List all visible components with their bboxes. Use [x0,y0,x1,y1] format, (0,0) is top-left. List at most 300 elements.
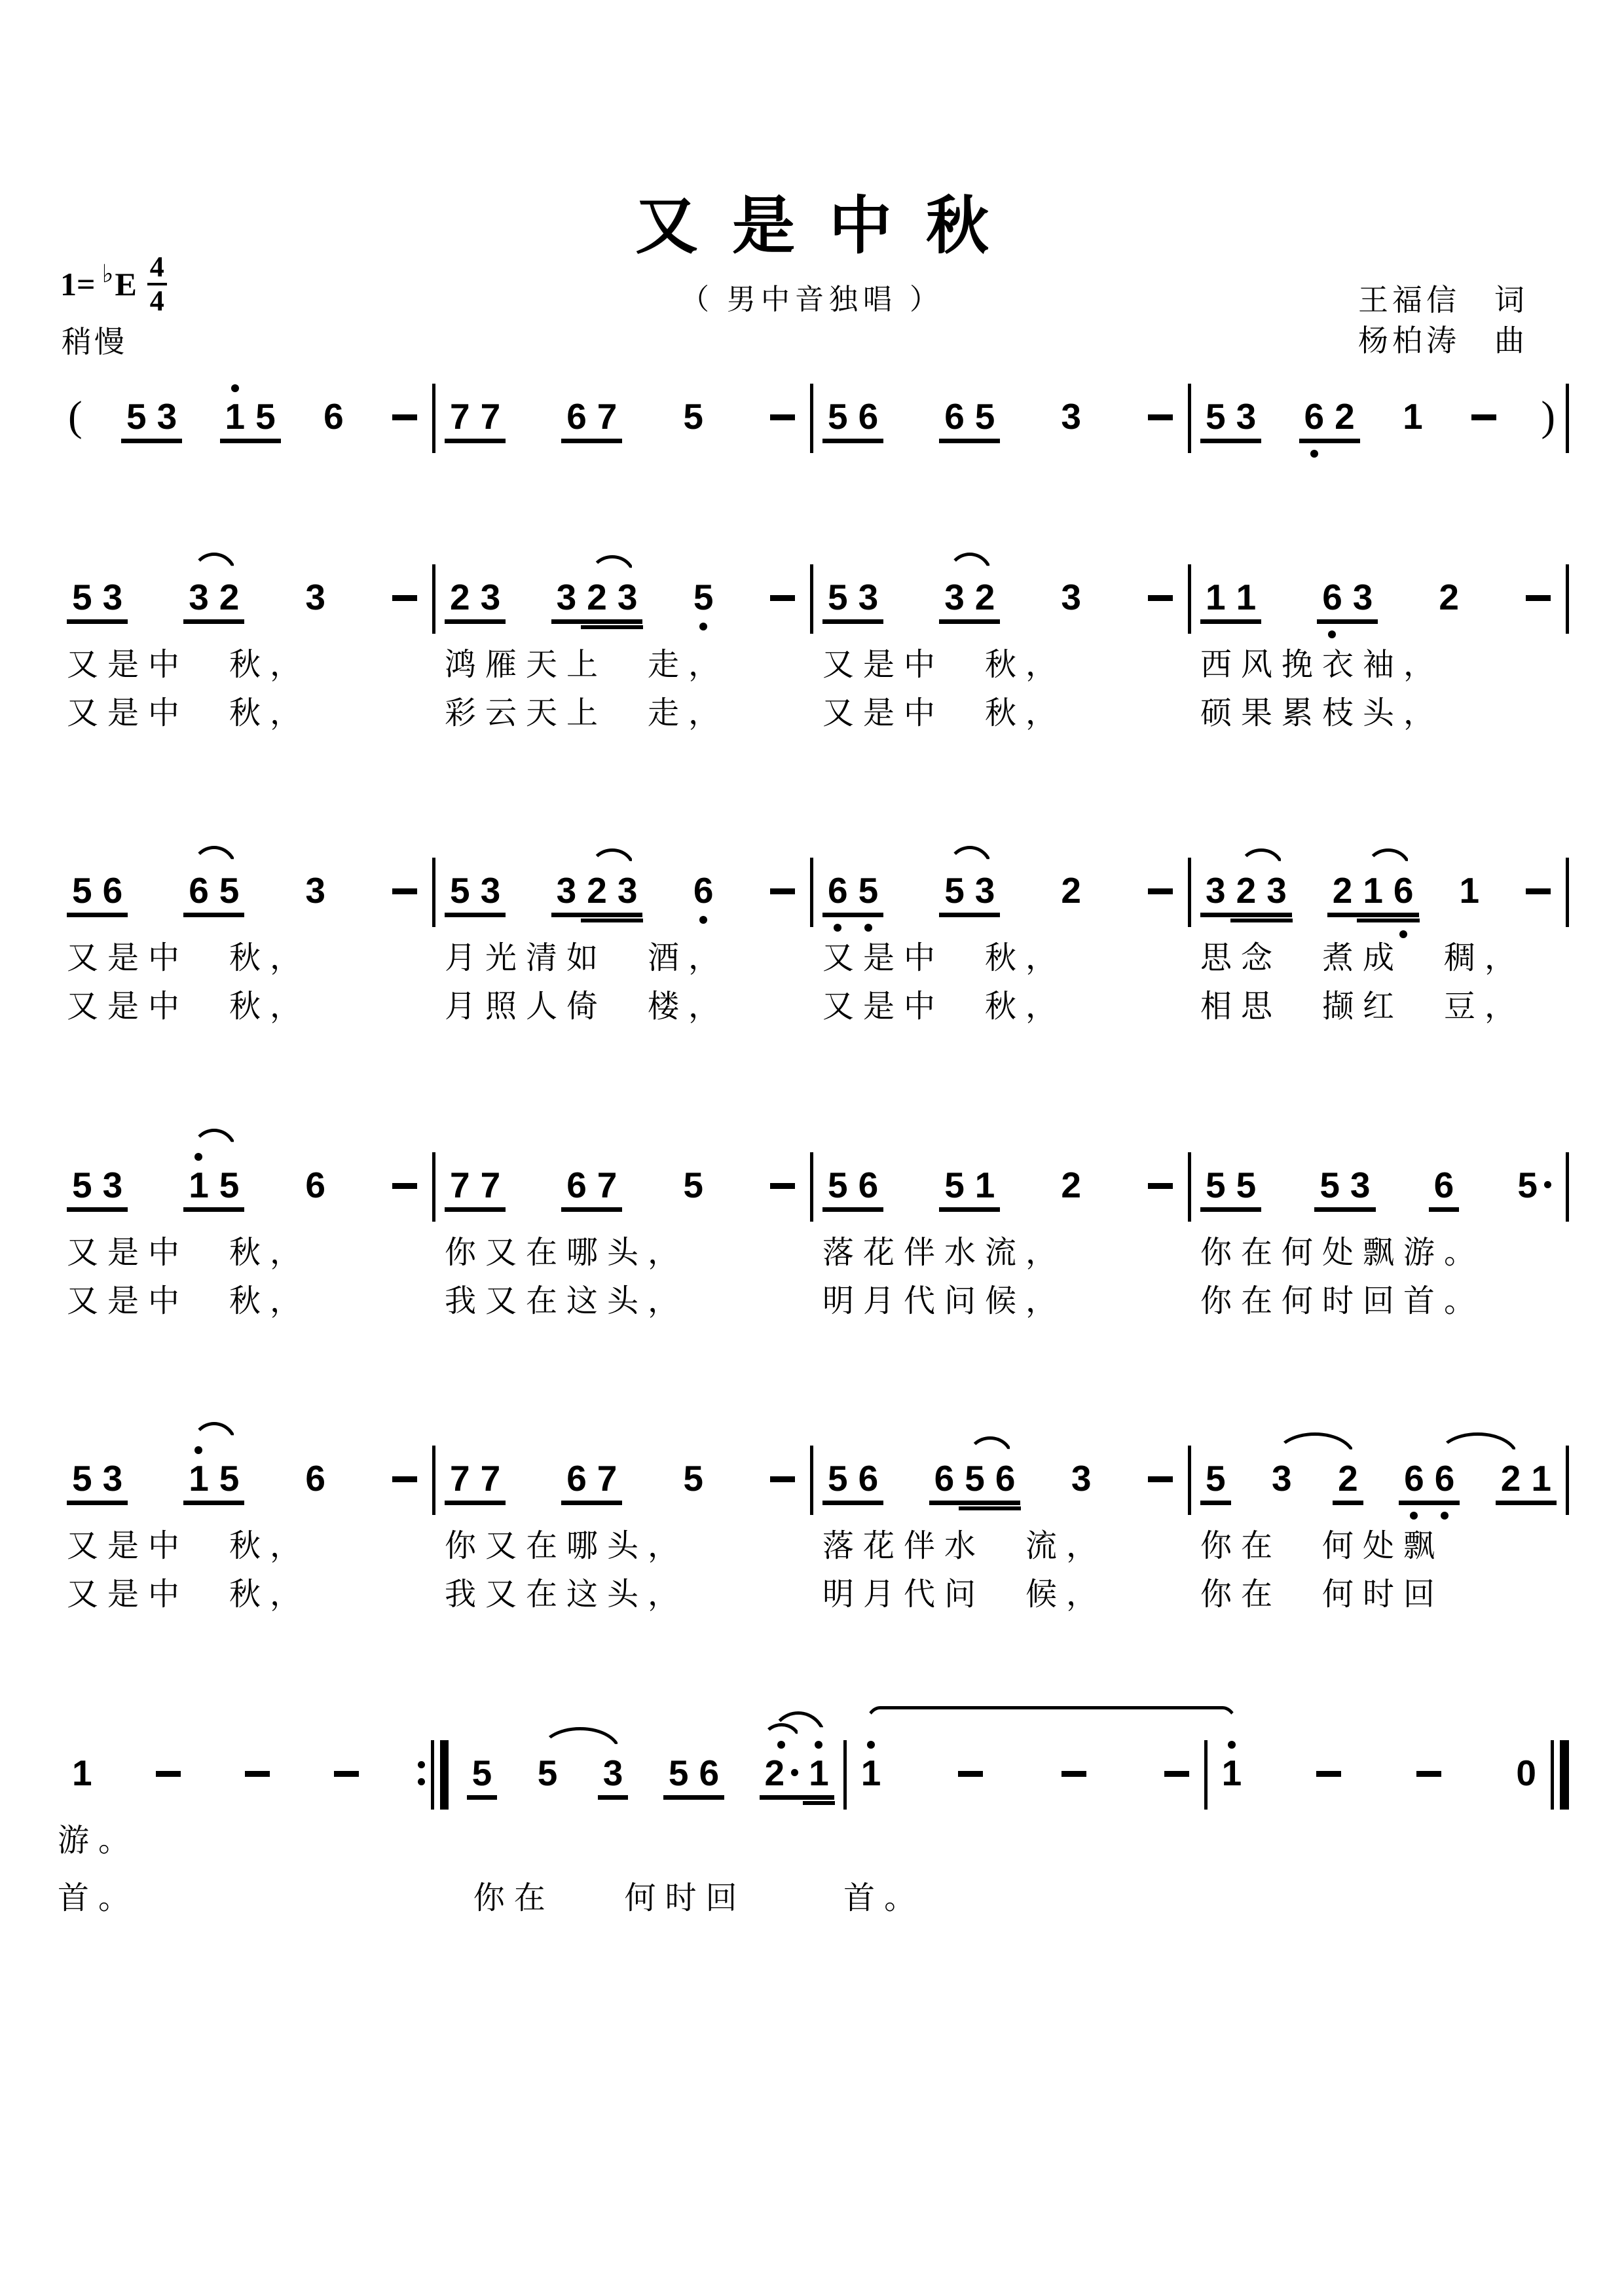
barline [1566,564,1569,634]
dash-note [1520,871,1557,913]
beam-group [1200,577,1261,624]
measure [435,871,810,917]
note: 3 [612,577,643,619]
measure [1191,871,1566,917]
 [392,888,417,894]
note: 2 [1500,1458,1521,1499]
dash-note [1056,1753,1092,1795]
note: 3 [974,870,995,911]
octave-dot-above [815,1741,822,1749]
beam-group [445,577,506,624]
note: 5 [683,1165,703,1205]
 [770,1183,795,1189]
measure [813,1165,1188,1212]
beam-group [822,577,883,624]
octave-dot-above [194,1153,202,1161]
beam-group [183,577,244,624]
lyric-cell: 你又在哪头， [445,1529,689,1563]
beam-group [183,871,244,917]
lyric-cell: 思念 煮成 稠， [1200,941,1526,975]
 [1551,1740,1554,1810]
beam-group [183,1459,244,1505]
note: 6 [305,1458,325,1499]
barline [1566,858,1569,927]
note: 1 [183,1459,214,1501]
note: 3 [598,1753,629,1800]
 [418,1761,425,1785]
measure [813,577,1188,624]
 [1526,595,1551,601]
note: 7 [450,396,470,437]
beam-group [939,871,1000,917]
note: 6 [1430,1459,1460,1501]
note: 6 [699,1753,720,1793]
octave-dot-below [699,623,707,630]
note: 5 [944,870,965,911]
note: 6 [688,871,719,913]
measure [58,393,432,443]
 [770,595,795,601]
dash-note [1142,871,1179,913]
lyric-cell: 又是中 秋， [67,1235,311,1270]
note: 6 [934,1458,955,1499]
note: 3 [1352,577,1373,617]
note: 1 [220,397,251,439]
lyric-row [58,1233,1569,1273]
dash-note [1142,1459,1179,1501]
octave-dot-below [1310,450,1318,458]
note: 6 [1299,397,1330,439]
octave-dot-below [1399,930,1407,938]
note: 5 [959,1459,990,1501]
note: 3 [480,870,501,911]
dash-note [1142,1165,1179,1207]
measure [58,871,432,917]
lyric-cell: 又是中 秋， [822,696,1067,731]
beam-group [67,1459,128,1505]
measure-row [58,393,1569,453]
slur [1437,1432,1518,1457]
lyric-cell: 又是中 秋， [822,989,1067,1024]
note: 1 [974,1165,995,1205]
measure [1208,1753,1551,1795]
beam-group [561,397,622,443]
slur [947,846,993,869]
lyric-cell: 又是中 秋， [67,1529,311,1563]
lyric-cell: 我又在这头， [445,1577,689,1612]
key-signature [60,251,167,317]
dash-note [764,1459,801,1501]
lyric-chunk: 何时回 [624,1881,747,1916]
measure [458,1753,843,1800]
note: 6 [944,396,965,437]
note: 2 [1231,871,1262,913]
octave-dot-above [231,384,239,392]
note: 6 [566,1458,587,1499]
beam-group [822,871,883,917]
measure [1191,577,1566,624]
note: 5 [683,396,703,437]
note: 3 [1350,1165,1371,1205]
dash-note [386,577,423,619]
slur [191,846,237,869]
measure-row [58,1165,1569,1222]
sixteenth-beam [1388,919,1420,922]
meter-numerator: 4 [147,253,167,285]
slur [191,553,237,576]
note: 5 [1512,1165,1557,1207]
measure [813,1459,1188,1505]
music-line [58,1458,1569,1612]
note: 5 [944,1165,965,1205]
note: 3 [102,577,123,617]
note: 6 [1429,1165,1460,1212]
key-note: E [115,266,137,302]
note: 2 [450,577,470,617]
time-signature [147,253,167,316]
note: 6 [323,396,344,437]
note: 5 [974,396,995,437]
note: 1 [1217,1753,1247,1795]
note: 6 [566,396,587,437]
music-line [58,1753,1569,1916]
note: 1 [803,1753,834,1795]
octave-dot-below [699,916,707,924]
octave-dot-above [1228,1741,1236,1749]
note: 2 [974,577,995,617]
composer-credit: 杨柏涛 曲 [1358,324,1528,357]
dash-note [764,1165,801,1207]
lyric-cell: 落花伴水 流， [822,1529,1107,1563]
note: 3 [1272,1458,1292,1499]
octave-dot-below [1410,1512,1418,1520]
 [440,1740,449,1810]
beam-group [1200,1165,1261,1212]
note: 2 [219,577,240,617]
dash-note [386,1165,423,1207]
note: 3 [858,577,879,617]
 [1316,1771,1341,1777]
beam-group [822,397,883,443]
lyricist-credit: 王福信 词 [1358,283,1528,317]
sixteenth-beam [612,625,644,629]
music-line [58,870,1569,1024]
note: 5 [255,396,276,437]
note: 1 [183,1165,214,1207]
note: 7 [597,1165,618,1205]
measure [58,577,432,624]
note: 6 [102,870,123,911]
dash-note [1466,397,1502,439]
note: 2 [760,1753,804,1795]
 [1560,1740,1569,1810]
note: 7 [480,396,501,437]
lyric-cell: 相思 撷红 豆， [1200,989,1526,1024]
note: 5 [1236,1165,1257,1205]
note: 7 [450,1165,470,1205]
note: 5 [828,577,848,617]
note: 1 [72,1753,92,1793]
note: 2 [581,577,612,619]
music-line [58,393,1569,453]
note: 3 [612,871,643,913]
measure [1191,1459,1566,1505]
lyric-row [58,987,1569,1027]
beam-group [220,397,281,443]
lyric-cell: 又是中 秋， [67,989,311,1024]
measure [435,1165,810,1212]
beam-group [445,397,506,443]
note: 6 [1317,577,1348,619]
octave-dot-below [1441,1512,1449,1520]
dash-note [239,1753,276,1795]
note: 5 [126,396,147,437]
note: 5 [688,577,719,619]
lyric-cell: 月照人倚 楼， [445,989,729,1024]
note: 5 [72,870,92,911]
slur [770,1711,826,1740]
lyric-row [58,1575,1569,1614]
note: 3 [944,577,965,617]
measure [58,1165,432,1212]
dash-note [1310,1753,1347,1795]
note: 1 [1206,577,1226,617]
beam-group [183,1165,244,1212]
measure [813,397,1188,443]
lyric-chunk: 首。 [843,1881,925,1916]
note: 5 [72,1458,92,1499]
 [1416,1771,1441,1777]
sixteenth-beam [1357,919,1389,922]
note: 7 [597,396,618,437]
note: 6 [1388,871,1419,913]
octave-dot-below [1328,630,1336,638]
beam-group [663,1753,724,1800]
beam-group [67,577,128,624]
note: 5 [72,577,92,617]
 [1148,1183,1173,1189]
octave-dot-below [864,924,872,932]
note: 6 [858,396,879,437]
octave-dot-above [777,1741,785,1749]
measure [1191,393,1566,443]
note: 6 [189,870,209,911]
lyric-cell: 落花伴水流， [822,1235,1067,1270]
beam-group [1399,1459,1460,1505]
barline [1566,1446,1569,1515]
beam-group [1314,1165,1375,1212]
slur [191,1422,237,1446]
note: 0 [1516,1753,1536,1793]
note: 3 [1261,871,1292,913]
flat-sign-icon: ♭ [101,259,114,288]
note: 7 [597,1458,618,1499]
sixteenth-beam [581,919,613,922]
beam-group [1299,397,1360,443]
note: 5 [450,870,470,911]
dash-note [1142,577,1179,619]
beam-group [939,1165,1000,1212]
lyric-cell: 又是中 秋， [822,941,1067,975]
 [770,414,795,420]
end-repeat-sign [418,1753,449,1795]
sixteenth-beam [803,1801,835,1805]
note: 5 [1206,396,1226,437]
barline [1566,384,1569,453]
beam-group [939,577,1000,624]
note: 5 [668,1753,689,1793]
lyric-cell: 又是中 秋， [822,647,1067,682]
beam-group [551,577,643,624]
note: 1 [1403,396,1423,437]
note: 1 [1531,1458,1551,1499]
beam-group [561,1459,622,1505]
beam-group [1200,397,1261,443]
lyric-cell: 你在 何处飘 [1200,1529,1445,1563]
note: 2 [581,871,612,913]
beam-group [67,871,128,917]
slur [540,1727,620,1752]
lyric-row [58,646,1569,685]
 [392,414,417,420]
lyric-chunk: 你在 [473,1881,555,1916]
note: 1 [1236,577,1257,617]
note: 1 [1459,870,1480,911]
note: 3 [305,870,325,911]
note: 6 [858,1458,879,1499]
dash-note [764,577,801,619]
measure-row [58,577,1569,634]
sixteenth-beam [989,1506,1022,1510]
note: 5 [828,1458,848,1499]
beam-group [561,1165,622,1212]
note: 7 [480,1165,501,1205]
note: 5 [219,1165,240,1205]
beam-group [445,1459,506,1505]
tie [863,1706,1239,1740]
song-title: 又是中秋 [635,191,1023,261]
dash-note [328,1753,365,1795]
lyric-row [58,1527,1569,1566]
 [1148,1476,1173,1482]
lyric-cell: 西风挽衣袖， [1200,647,1445,682]
note: 2 [1332,870,1353,911]
note: 3 [1206,870,1226,911]
dash-note [1158,1753,1195,1795]
note: 3 [189,577,209,617]
beam-group [121,397,182,443]
augmentation-dot [791,1769,798,1776]
final-barline [1551,1740,1569,1810]
slur [589,555,635,576]
beam-group [760,1753,834,1800]
 [392,1476,417,1482]
lyric-cell: 明月代问候， [822,1284,1067,1319]
note: 5 [219,1458,240,1499]
music-line [58,577,1569,731]
measure [1191,1165,1566,1212]
dash-note [764,397,801,439]
beam-group [822,1165,883,1212]
 [1164,1771,1189,1777]
parenthesis: ) [1541,393,1555,440]
note: 5 [1206,1165,1226,1205]
dash-note [1520,577,1557,619]
beam-group [1327,871,1419,917]
slur [1238,848,1284,869]
note: 3 [102,1458,123,1499]
lyric-cell: 又是中 秋， [67,1284,311,1319]
beam-group [445,871,506,917]
lyric-row [58,939,1569,978]
slur [947,553,993,576]
lyric-chunk: 游。 [58,1823,139,1858]
lyric-cell: 硕果累枝头， [1200,696,1445,731]
lyric-cell: 你在 何时回 [1200,1577,1445,1612]
beam-group [445,1165,506,1212]
note: 5 [219,870,240,911]
octave-dot-above [194,1446,202,1454]
lyric-cell: 月光清如 酒， [445,941,729,975]
note: 6 [566,1165,587,1205]
note: 7 [450,1458,470,1499]
note: 3 [157,396,177,437]
note: 5 [828,396,848,437]
slur [1274,1432,1356,1457]
note: 7 [480,1458,501,1499]
note: 6 [990,1459,1021,1501]
 [418,1778,425,1785]
credits [1358,280,1528,361]
lyric-chunk: 首。 [58,1881,139,1916]
measure [847,1753,1204,1795]
beam-group [551,871,643,917]
note: 1 [856,1753,887,1795]
note: 3 [556,870,577,911]
 [431,1740,434,1810]
sixteenth-beam [581,625,613,629]
note: 3 [102,1165,123,1205]
note: 5 [537,1753,558,1793]
octave-dot-above [867,1741,875,1749]
dash-note [1411,1753,1447,1795]
note: 6 [305,1165,325,1205]
sixteenth-beam [959,1506,991,1510]
beam-group [1317,577,1378,624]
measure [435,397,810,443]
tempo-marking: 稍慢 [62,325,127,359]
dash-note [386,397,423,439]
note: 3 [1071,1458,1092,1499]
note: 5 [1320,1165,1340,1205]
measure [58,1459,432,1505]
lyric-row [58,1282,1569,1321]
slur [967,1436,1013,1457]
note: 3 [556,577,577,617]
beam-group [822,1459,883,1505]
dash-note [1142,397,1179,439]
measure [58,1753,458,1795]
dash-note [764,871,801,913]
measure [813,871,1188,917]
slur [1365,848,1411,869]
song-subtitle: （ 男中音独唱 ） [680,283,944,316]
meter-denominator: 4 [149,285,164,317]
note: 5 [72,1165,92,1205]
 [1471,414,1496,420]
note: 2 [1061,1165,1081,1205]
measure-row [58,871,1569,927]
